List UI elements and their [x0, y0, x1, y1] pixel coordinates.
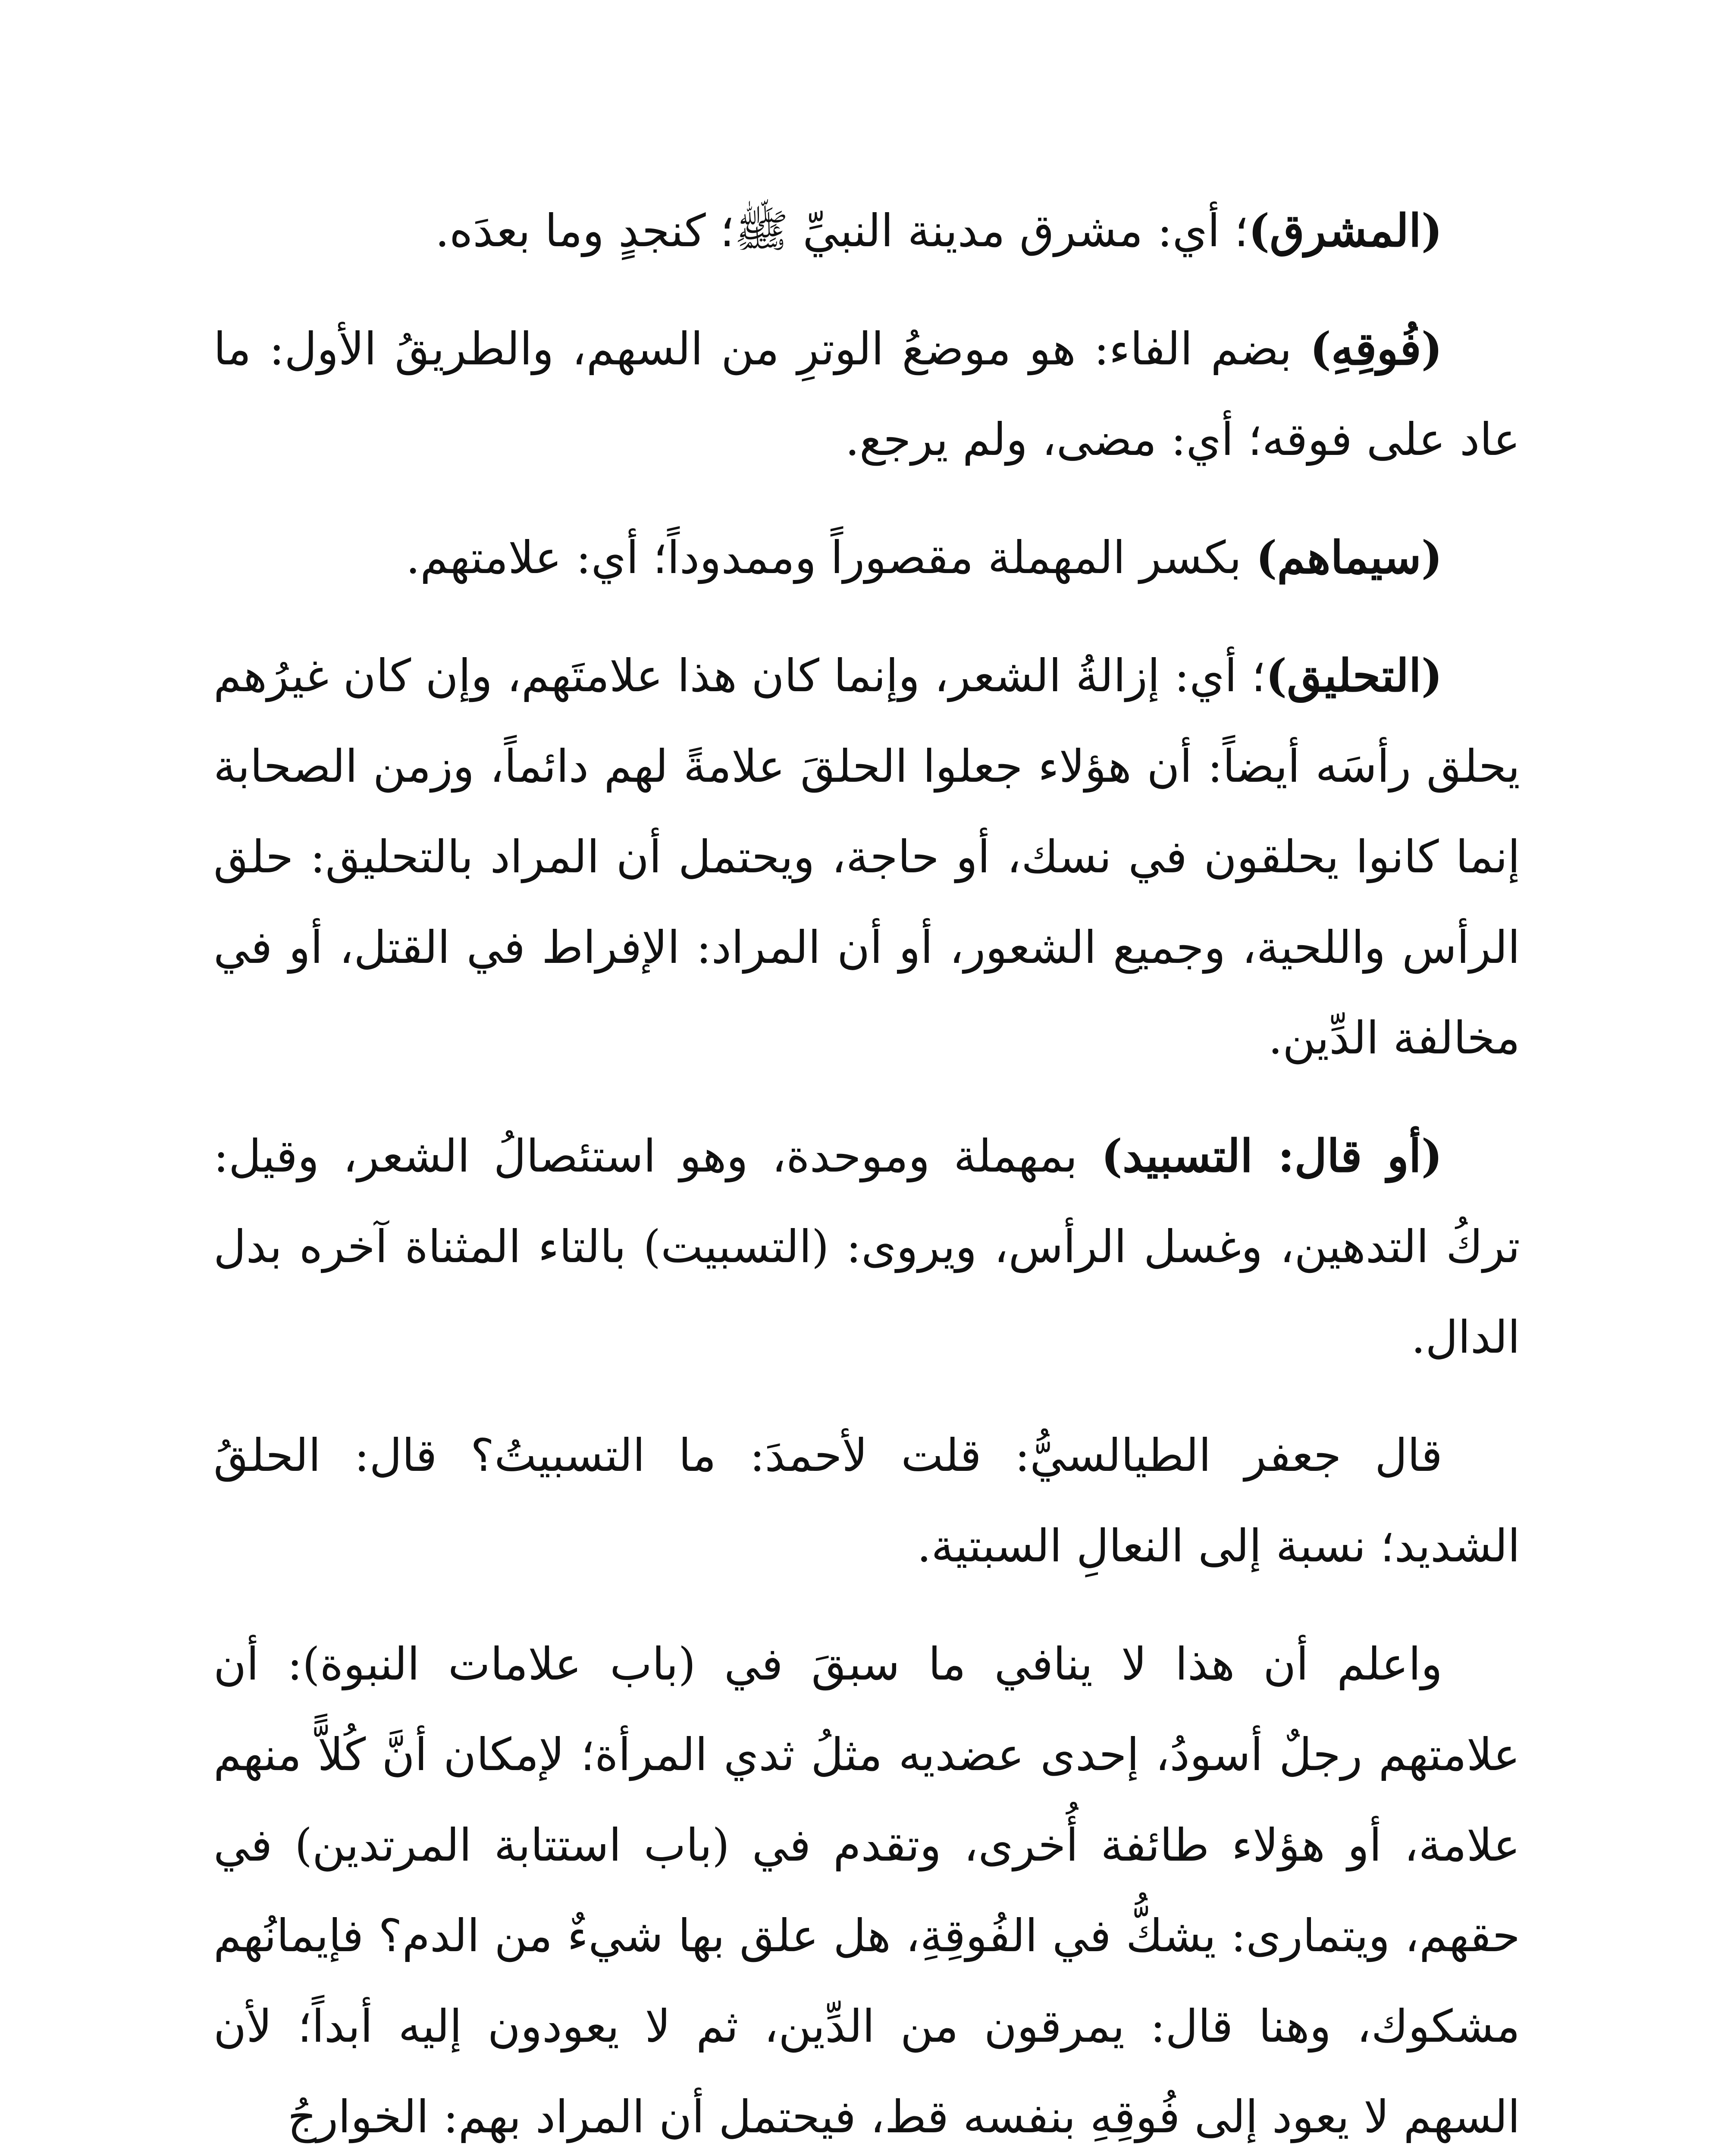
term-label: (أو قال: التسبيد) [1101, 1129, 1442, 1182]
paragraph-text: قال جعفر الطيالسيُّ: قلت لأحمدَ: ما التسبيتُ؟ قال: الحلقُ الشديد؛ نسبة إلى النعالِ السبتية. [213, 1429, 1520, 1572]
paragraph-text: واعلم أن هذا لا ينافي ما سبقَ في (باب علامات النبوة): أن علامتهم رجلٌ أسودُ، إحدى عضديه مثلُ ثدي المرأة؛ لإمكان أنَّ كُلاًّ منهم علامة، أو هؤلاء طائفة أُخرى، وتقدم في (باب استتابة المرتدين) في حقهم، ويتمارى: يشكُّ في الفُوقِةِ، هل علق بها شيءٌ من الدم؟ فإيمانُهم مشكوك، وهنا قال: يمرقون من الدِّين، ثم لا يعودون إليه أبداً؛ لأن السهم لا يعود إلى فُوقِهِ بنفسه قط، فيحتمل أن المراد بهم: الخوارجُ [213, 1638, 1521, 2143]
paragraph-5 [213, 1111, 1520, 1382]
paragraph-7 [213, 1619, 1520, 2156]
paragraph-6 [213, 1410, 1520, 1591]
paragraph-1 [213, 185, 1520, 276]
term-label: (فُوقِهِ) [1310, 322, 1442, 375]
paragraph-text: بضم الفاء: هو موضعُ الوترِ من السهم، والطريقُ الأول: ما عاد على فوقه؛ أي: مضى، ولم يرجع. [213, 323, 1520, 466]
term-label: (المشرق) [1248, 204, 1442, 257]
term-label: (سيماهم) [1256, 531, 1442, 584]
paragraph-text: ؛ أي: إزالةُ الشعر، وإنما كان هذا علامتَهم، وإن كان غيرُهم يحلق رأسَه أيضاً: أن هؤلاء جعلوا الحلقَ علامةً لهم دائماً، وزمن الصحابة إنما كانوا يحلقون في نسك، أو حاجة، ويحتمل أن المراد بالتحليق: حلق الرأس واللحية، وجميع الشعور، أو أن المراد: الإفراط في القتل، أو في مخالفة الدِّين. [213, 649, 1520, 1064]
paragraph-text: ؛ أي: مشرق مدينة النبيِّ ﷺ؛ كنجدٍ وما بعدَه. [435, 204, 1249, 257]
paragraph-4 [213, 630, 1520, 1083]
paragraph-text: بمهملة وموحدة، وهو استئصالُ الشعر، وقيل: تركُ التدهين، وغسل الرأس، ويروى: (التسبيت) بالتاء المثناة آخره بدل الدال. [213, 1130, 1521, 1363]
term-label: (التحليق) [1265, 649, 1442, 702]
paragraph-3 [213, 512, 1520, 603]
paragraph-2 [213, 304, 1520, 485]
page-body [213, 185, 1520, 2156]
paragraph-text: بكسر المهملة مقصوراً وممدوداً؛ أي: علامتهم. [406, 531, 1256, 584]
